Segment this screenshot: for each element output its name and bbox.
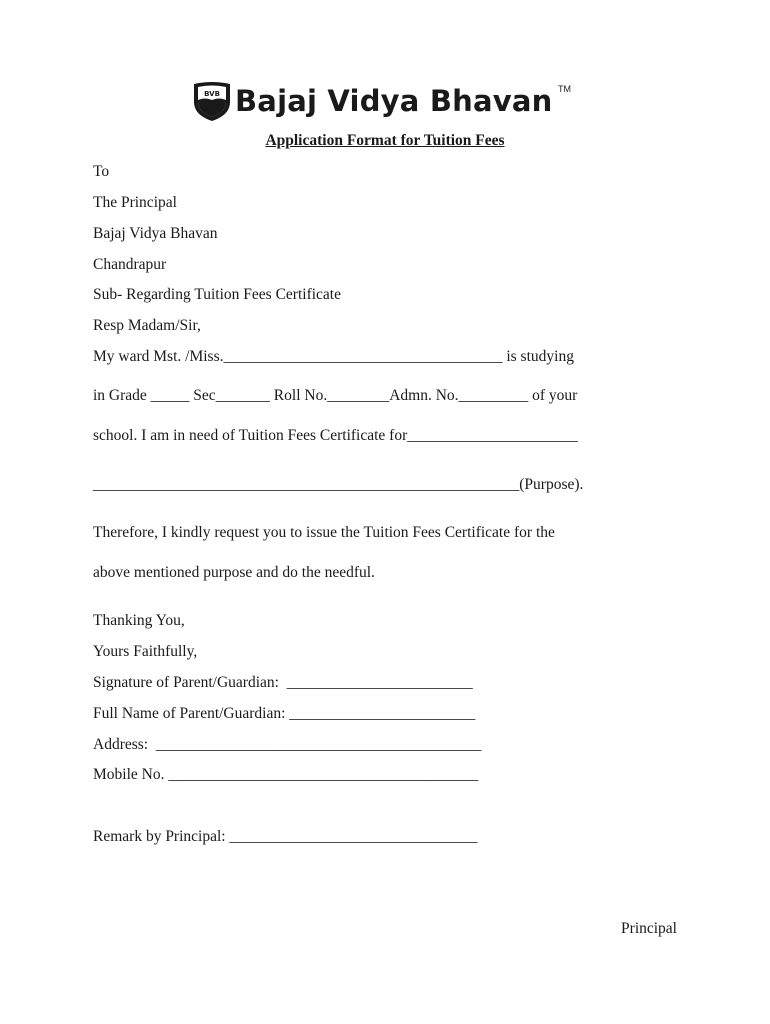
principal-remark-line: Remark by Principal: ________________________________ bbox=[93, 828, 478, 845]
subject-line: Sub- Regarding Tuition Fees Certificate bbox=[93, 286, 341, 303]
emblem-text: BVB bbox=[204, 90, 220, 98]
address-line-to: To bbox=[93, 163, 110, 180]
address-line-city: Chandrapur bbox=[93, 256, 167, 273]
trademark-mark: TM bbox=[558, 84, 571, 94]
school-name-logo-text: Bajaj Vidya Bhavan bbox=[235, 83, 553, 118]
full-name-field-line: Full Name of Parent/Guardian: ________________________ bbox=[93, 705, 476, 722]
principal-signatory: Principal bbox=[621, 920, 677, 937]
body-line-grade-details: in Grade _____ Sec_______ Roll No.________Admn. No._________ of your bbox=[93, 387, 578, 404]
body-line-purpose: _______________________________________________________(Purpose). bbox=[93, 476, 584, 493]
document-title: Application Format for Tuition Fees bbox=[265, 132, 505, 149]
address-line-school: Bajaj Vidya Bhavan bbox=[93, 225, 218, 242]
school-logo bbox=[192, 80, 552, 122]
body-line-request: Therefore, I kindly request you to issue the Tuition Fees Certificate for the bbox=[93, 524, 555, 541]
address-line-principal: The Principal bbox=[93, 194, 177, 211]
address-field-line: Address: __________________________________________ bbox=[93, 736, 482, 753]
salutation-line: Resp Madam/Sir, bbox=[93, 317, 201, 334]
closing-thanking: Thanking You, bbox=[93, 612, 185, 629]
mobile-field-line: Mobile No. ________________________________________ bbox=[93, 766, 479, 783]
body-line-ward-name: My ward Mst. /Miss.____________________________________ is studying bbox=[93, 348, 574, 365]
shield-emblem-icon bbox=[192, 80, 232, 122]
body-line-needful: above mentioned purpose and do the needful. bbox=[93, 564, 375, 581]
closing-yours-faithfully: Yours Faithfully, bbox=[93, 643, 198, 660]
signature-field-line: Signature of Parent/Guardian: ________________________ bbox=[93, 674, 473, 691]
body-line-certificate-need: school. I am in need of Tuition Fees Certificate for______________________ bbox=[93, 427, 578, 444]
